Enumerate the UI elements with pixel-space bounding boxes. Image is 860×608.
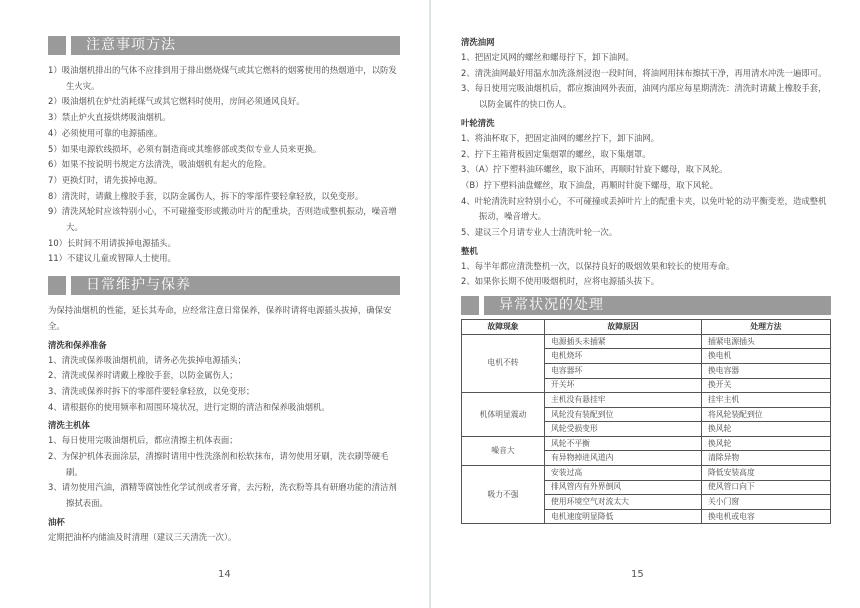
subheading-oil-net: 清洗油网: [461, 37, 495, 47]
subheading-impeller: 叶轮清洗: [461, 117, 495, 128]
table-row: [462, 466, 831, 481]
cause-cell: 主机没有悬挂牢: [545, 393, 702, 408]
solution-cell: 关小门窗: [702, 495, 831, 510]
table-header-row: [462, 320, 831, 335]
solution-cell: 清除异物: [702, 451, 831, 466]
solution-cell: 插紧电源插头: [702, 334, 831, 349]
cause-cell: 开关坏: [545, 378, 702, 393]
list-item: 3）禁止炉火直接烘烤吸油烟机。: [48, 112, 171, 123]
page-number: 15: [631, 569, 644, 580]
solution-cell: 挂牢主机: [702, 393, 831, 408]
cause-cell: 风轮不平衡: [545, 436, 702, 451]
main-body-list: [48, 433, 400, 512]
subheading-whole-unit: 整机: [461, 245, 478, 256]
symptom-cell: 噪音大: [462, 436, 545, 465]
solution-cell: 降低安装高度: [702, 466, 831, 481]
header-accent: [66, 276, 71, 295]
solution-cell: 换开关: [702, 378, 831, 393]
cause-cell: 有异物掉进风道内: [545, 451, 702, 466]
list-item: 4、请根据你的使用频率和周围环境状况，进行定期的清洁和保养吸油烟机。: [48, 401, 330, 412]
cause-cell: 电机烧坏: [545, 349, 702, 364]
list-item: 1、每日使用完吸油烟机后，都应清擦主机体表面；: [48, 435, 238, 446]
oil-cup-text: 定期把油杯内储油及时清理（建议三天清洗一次）。: [48, 531, 237, 542]
list-item: 3、（A）拧下塑料油环螺丝，取下油环，再顺时针旋下螺母，取下风轮。: [461, 164, 728, 175]
list-item: 2、如果你长期不使用吸烟机时，应将电源插头拔下。: [461, 276, 659, 287]
cause-cell: 安装过高: [545, 466, 702, 481]
list-item: 1、清洗或保养吸油烟机前，请务必先拔掉电源插头；: [48, 354, 246, 365]
page-15-content: [461, 34, 833, 524]
list-item: 3、请勿使用汽油，酒精等腐蚀性化学试剂或者牙膏，去污粉，洗衣粉等具有研磨功能的清洁剂擦拭表面。: [48, 482, 397, 509]
table-row: [462, 436, 831, 451]
prep-list: [48, 353, 400, 416]
section-title: 日常维护与保养: [86, 277, 191, 294]
list-item: 1、将油杯取下，把固定油网的螺丝拧下，卸下油网。: [461, 132, 659, 143]
page-14: [0, 0, 429, 608]
section-header-precautions: [48, 36, 400, 55]
cause-cell: 电容器坏: [545, 363, 702, 378]
list-item: 2、拧下主箱背板固定集烟罩的螺丝，取下集烟罩。: [461, 148, 651, 159]
solution-cell: 换电容器: [702, 363, 831, 378]
symptom-cell: 机体明显震动: [462, 393, 545, 437]
page-number: 14: [218, 569, 231, 580]
header-cause: 故障原因: [545, 320, 702, 335]
solution-cell: 使风管口向下: [702, 480, 831, 495]
section-header-maintenance: [48, 276, 400, 295]
table-body: [462, 334, 831, 524]
list-item: 8）清洗时，请戴上橡胶手套，以防金属伤人，拆下的零部件要轻拿轻放，以免变形。: [48, 190, 364, 201]
oil-net-list: [461, 50, 833, 113]
header-symptom: 故障现象: [462, 320, 545, 335]
solution-cell: 换风轮: [702, 436, 831, 451]
list-item: 9）清洗风轮时应该特别小心，不可碰撞变形或搬动叶片的配重块，否则造成整机振动，噪音增大。: [48, 206, 397, 233]
list-item: 1、把固定风网的螺丝和螺母拧下，卸下油网。: [461, 52, 634, 62]
solution-cell: 换电机: [702, 349, 831, 364]
list-item: 7）更换灯时，请先拔掉电源。: [48, 174, 163, 185]
subheading-prep: 清洗和保养准备: [48, 339, 107, 350]
section-title: 异常状况的处理: [499, 297, 604, 314]
cause-cell: 电源插头未插紧: [545, 334, 702, 349]
solution-cell: 将风轮装配到位: [702, 407, 831, 422]
table-row: [462, 393, 831, 408]
list-item: 5）如果电源软线损坏，必须有制造商或其维修部或类似专业人员来更换。: [48, 143, 322, 154]
cause-cell: 排风管内有外界倒风: [545, 480, 702, 495]
cause-cell: 使用环境空气对流太大: [545, 495, 702, 510]
list-item: 11）不建议儿童或智障人士使用。: [48, 253, 176, 264]
troubleshooting-table: [461, 319, 831, 524]
header-solution: 处理方法: [702, 320, 831, 335]
solution-cell: 换电机或电容: [702, 509, 831, 524]
cause-cell: 风轮没有装配到位: [545, 407, 702, 422]
section-title: 注意事项方法: [86, 37, 176, 53]
whole-unit-list: [461, 259, 833, 290]
list-item: 5、建议三个月请专业人士清洗叶轮一次。: [461, 227, 618, 238]
cause-cell: 风轮受损变形: [545, 422, 702, 437]
list-item: 2）吸油烟机在炉灶消耗煤气或其它燃料时使用，房间必须通风良好。: [48, 96, 305, 107]
maintenance-intro: 为保持油烟机的性能，延长其寿命，应经常注意日常保养，保养时请将电源插头拔掉，确保安全。: [48, 305, 392, 331]
list-item: 2、清洗或保养时请戴上橡胶手套，以防金属伤人；: [48, 370, 238, 381]
precautions-list: [48, 63, 400, 267]
subheading-main-body: 清洗主机体: [48, 420, 90, 431]
section-header-troubleshooting: [461, 296, 831, 315]
list-item: 10）长时间不用请拔掉电源插头。: [48, 237, 176, 248]
list-item: 1、每半年都应清洗整机一次，以保持良好的吸烟效果和较长的使用寿命。: [461, 260, 735, 271]
list-item: 6）如果不按说明书规定方法清洗，吸油烟机有起火的危险。: [48, 159, 272, 170]
page-15: [431, 0, 860, 608]
page-14-content: [48, 36, 400, 546]
list-item: 1）吸油烟机排出的气体不应排到用于排出燃烧煤气或其它燃料的烟雾使用的热烟道中，以防发生火灾。: [48, 65, 397, 91]
header-accent: [479, 296, 484, 315]
list-item: 3、清洗或保养时拆下的零部件要轻拿轻放，以免变形；: [48, 385, 255, 396]
impeller-list: [461, 131, 833, 241]
list-item: 4、叶轮清洗时应特别小心，不可碰撞或丢掉叶片上的配重卡夹，以免叶轮的动平衡变差，造成整机振动，噪音增大。: [461, 195, 827, 222]
subheading-oil-cup: 油杯: [48, 516, 65, 527]
table-row: [462, 334, 831, 349]
symptom-cell: 吸力不强: [462, 466, 545, 524]
list-item: 3、每日使用完吸油烟机后，都应擦油网外表面，油网内部应每星期清洗：清洗时请戴上橡胶手套，以防金属件的快口伤人。: [461, 83, 827, 110]
header-accent: [66, 36, 71, 55]
cause-cell: 电机速度明显降低: [545, 509, 702, 524]
list-item: 2、清洗油网最好用温水加洗涤剂浸泡一段时间，将油网用抹布擦拭干净，再用清水冲洗一遍即可。: [461, 67, 827, 78]
list-item: （B）拧下塑料油盘螺丝，取下油盘，再顺时针旋下螺母，取下风轮。: [461, 179, 718, 190]
list-item: 4）必须使用可靠的电源插座。: [48, 127, 163, 138]
symptom-cell: 电机不转: [462, 334, 545, 392]
solution-cell: 换风轮: [702, 422, 831, 437]
list-item: 2、为保护机体表面涂层，清擦时请用中性洗涤剂和松软抹布，请勿使用牙刷，洗衣刷等硬毛刷。: [48, 451, 389, 477]
